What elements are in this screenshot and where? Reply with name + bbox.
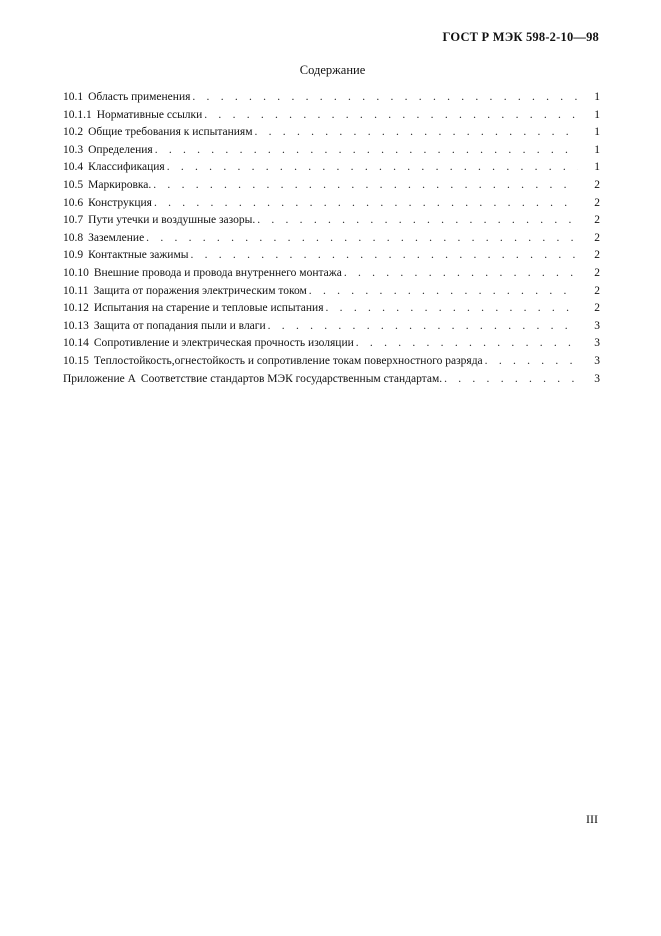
toc-entry-10-9[interactable] bbox=[63, 249, 600, 267]
toc-leader-dots bbox=[444, 373, 578, 385]
toc-entry-number: 10.5 bbox=[63, 178, 84, 191]
toc-entry-10-1[interactable] bbox=[63, 91, 600, 109]
toc-entry-10-4[interactable] bbox=[63, 161, 600, 179]
toc-entry-page: 3 bbox=[594, 372, 600, 385]
toc-entry-number: 10.6 bbox=[63, 196, 84, 209]
toc-entry-number: 10.1 bbox=[63, 91, 84, 103]
toc-entry-number: 10.2 bbox=[63, 126, 84, 139]
toc-entry-page: 1 bbox=[594, 161, 600, 174]
toc-entry-10-7[interactable] bbox=[63, 214, 600, 232]
toc-leader-dots bbox=[155, 144, 578, 156]
toc-entry-title: Нормативные ссылки bbox=[96, 108, 203, 121]
toc-entry-appendix-a[interactable] bbox=[63, 373, 600, 391]
toc-entry-page: 2 bbox=[594, 284, 600, 297]
toc-entry-number: 10.10 bbox=[63, 266, 89, 279]
toc-entry-number: 10.15 bbox=[63, 354, 89, 367]
toc-entry-title: Конструкция bbox=[88, 196, 152, 209]
toc-leader-dots bbox=[204, 109, 578, 121]
toc-entry-title: Область применения bbox=[88, 91, 191, 103]
toc-entry-number: 10.7 bbox=[63, 214, 84, 227]
toc-entry-page: 2 bbox=[594, 302, 600, 315]
toc-entry-page: 3 bbox=[594, 319, 600, 332]
toc-entry-number: 10.9 bbox=[63, 249, 84, 262]
toc-entry-page: 1 bbox=[594, 91, 600, 103]
toc-leader-dots bbox=[192, 91, 578, 103]
toc-entry-page: 2 bbox=[594, 196, 600, 209]
toc-entry-page: 1 bbox=[594, 108, 600, 121]
toc-leader-dots bbox=[326, 302, 578, 314]
toc-entry-page: 1 bbox=[594, 126, 600, 139]
toc-entry-number: 10.8 bbox=[63, 231, 84, 244]
toc-entry-title: Теплостойкость,огнестойкость и сопротивление токам поверхностного разряда bbox=[93, 354, 483, 367]
toc-entry-title: Заземление bbox=[88, 231, 145, 244]
toc-entry-title: Пути утечки и воздушные зазоры. bbox=[88, 214, 256, 227]
toc-leader-dots bbox=[257, 214, 578, 226]
toc-entry-page: 3 bbox=[594, 354, 600, 367]
toc-entry-number: 10.1.1 bbox=[63, 108, 92, 121]
toc-entry-title: Защита от поражения электрическим током bbox=[93, 284, 307, 297]
toc-entry-number: 10.12 bbox=[63, 302, 89, 315]
toc-entry-page: 3 bbox=[594, 337, 600, 350]
toc-entry-title: Маркировка. bbox=[88, 178, 152, 191]
toc-entry-page: 2 bbox=[594, 214, 600, 227]
toc-entry-page: 2 bbox=[594, 266, 600, 279]
toc-entry-title: Испытания на старение и тепловые испытания bbox=[93, 302, 324, 315]
toc-entry-number: 10.13 bbox=[63, 319, 89, 332]
toc-entry-title: Защита от попадания пыли и влаги bbox=[93, 319, 266, 332]
toc-entry-page: 1 bbox=[594, 143, 600, 156]
table-of-contents bbox=[63, 91, 600, 390]
toc-entry-number: 10.11 bbox=[63, 284, 89, 297]
toc-leader-dots bbox=[485, 355, 578, 367]
toc-entry-10-5[interactable] bbox=[63, 179, 600, 197]
toc-entry-page: 2 bbox=[594, 231, 600, 244]
toc-entry-10-15[interactable] bbox=[63, 355, 600, 373]
toc-entry-10-3[interactable] bbox=[63, 144, 600, 162]
toc-entry-title: Классификация bbox=[88, 161, 165, 174]
toc-leader-dots bbox=[344, 267, 578, 279]
toc-entry-page: 2 bbox=[594, 249, 600, 262]
toc-leader-dots bbox=[190, 249, 578, 261]
toc-entry-page: 2 bbox=[594, 178, 600, 191]
toc-leader-dots bbox=[146, 232, 578, 244]
toc-leader-dots bbox=[167, 161, 578, 173]
toc-entry-title: Соответствие стандартов МЭК государственным стандартам. bbox=[140, 372, 443, 385]
toc-leader-dots bbox=[356, 337, 578, 349]
toc-entry-10-6[interactable] bbox=[63, 197, 600, 215]
toc-leader-dots bbox=[255, 126, 579, 138]
document-code: ГОСТ Р МЭК 598-2-10—98 bbox=[442, 30, 599, 44]
toc-entry-title: Определения bbox=[88, 143, 153, 156]
toc-entry-number: 10.3 bbox=[63, 143, 84, 156]
toc-leader-dots bbox=[153, 179, 578, 191]
toc-entry-title: Внешние провода и провода внутреннего монтажа bbox=[93, 266, 342, 279]
toc-leader-dots bbox=[309, 285, 578, 297]
toc-entry-number: 10.4 bbox=[63, 161, 84, 174]
toc-leader-dots bbox=[268, 320, 578, 332]
toc-entry-10-14[interactable] bbox=[63, 337, 600, 355]
toc-entry-10-12[interactable] bbox=[63, 302, 600, 320]
toc-entry-title: Сопротивление и электрическая прочность изоляции bbox=[93, 337, 354, 350]
toc-entry-10-13[interactable] bbox=[63, 320, 600, 338]
toc-leader-dots bbox=[154, 197, 578, 209]
toc-entry-number: 10.14 bbox=[63, 337, 89, 350]
toc-entry-10-1-1[interactable] bbox=[63, 109, 600, 127]
toc-entry-10-10[interactable] bbox=[63, 267, 600, 285]
toc-entry-number: Приложение А bbox=[63, 372, 136, 385]
page-number: III bbox=[586, 812, 598, 826]
toc-entry-10-2[interactable] bbox=[63, 126, 600, 144]
toc-title: Содержание bbox=[299, 63, 366, 77]
toc-entry-10-8[interactable] bbox=[63, 232, 600, 250]
toc-entry-title: Контактные зажимы bbox=[88, 249, 189, 262]
toc-entry-10-11[interactable] bbox=[63, 285, 600, 303]
toc-entry-title: Общие требования к испытаниям bbox=[88, 126, 253, 139]
